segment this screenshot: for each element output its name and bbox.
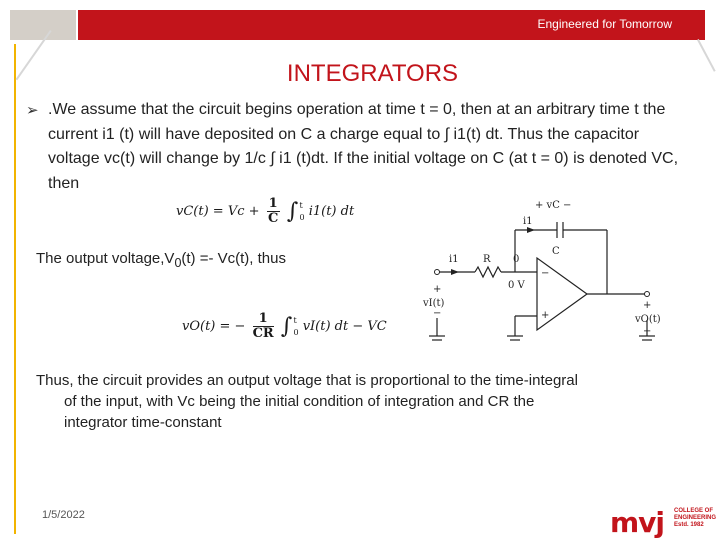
eq2-fraction bbox=[253, 312, 274, 341]
output-suffix: (t) =- Vc(t), thus bbox=[181, 250, 286, 267]
eq1-limits bbox=[299, 200, 304, 224]
label-vc: + vC − bbox=[535, 200, 572, 211]
eq2-frac-num: 1 bbox=[253, 312, 274, 327]
slide-date: 1/5/2022 bbox=[42, 509, 85, 521]
label-c: C bbox=[552, 246, 560, 257]
eq1-integrand: i1(t) dt bbox=[308, 204, 355, 219]
eq1-frac-den: C bbox=[268, 211, 279, 226]
integrator-circuit-diagram bbox=[415, 192, 675, 352]
logo-line3: Estd. 1982 bbox=[674, 522, 704, 528]
bullet-arrow-icon: ➢ bbox=[26, 102, 39, 119]
eq2-lhs: vO(t) = − bbox=[182, 319, 246, 334]
logo-line2: ENGINEERING bbox=[674, 515, 717, 521]
label-zero-v: 0 V bbox=[508, 280, 525, 291]
eq1-upper: t bbox=[299, 200, 303, 210]
bullet-paragraph: .We assume that the circuit begins operation at time t = 0, then at an arbitrary time t the current i1 (t) will have deposited on C a charge equal to ∫ i1(t) dt. Thus the capacitor voltage vc(t) will change by 1/c ∫ i1 (t)dt. If the initial voltage on C (at t = 0) is denoted VC, then bbox=[48, 101, 679, 192]
eq1-frac-num: 1 bbox=[268, 196, 278, 211]
college-logo bbox=[610, 506, 717, 539]
label-i1-top: i1 bbox=[523, 216, 533, 227]
label-r: R bbox=[483, 254, 491, 265]
slide-title: INTEGRATORS bbox=[286, 60, 459, 87]
logo-line1: COLLEGE OF bbox=[674, 508, 713, 514]
label-vo: vO(t) bbox=[635, 314, 661, 325]
conclusion-paragraph bbox=[36, 370, 666, 433]
eq2-upper: t bbox=[293, 315, 297, 325]
conclusion-line2: of the input, with Vc being the initial condition of integration and CR the bbox=[64, 393, 535, 410]
label-plus-out: + bbox=[643, 300, 652, 311]
output-prefix: The output voltage,V bbox=[36, 250, 175, 267]
header-accent bbox=[10, 10, 76, 40]
logo-text bbox=[674, 508, 716, 529]
eq1-lhs: vC(t) = Vc + bbox=[176, 204, 260, 219]
equation-capacitor-voltage bbox=[176, 197, 354, 226]
output-terminal bbox=[645, 292, 650, 297]
conclusion-line3: integrator time-constant bbox=[64, 414, 222, 431]
label-opamp-minus: − bbox=[541, 268, 550, 279]
eq2-integral-sign: ∫ bbox=[280, 314, 293, 339]
eq1-integral-sign: ∫ bbox=[286, 199, 299, 224]
input-terminal bbox=[435, 270, 440, 275]
eq2-integrand: vI(t) dt − VC bbox=[302, 319, 387, 334]
eq1-lower: 0 bbox=[299, 212, 305, 222]
left-accent-line bbox=[14, 44, 16, 534]
label-minus-in: − bbox=[433, 308, 442, 319]
label-zero: 0 bbox=[513, 254, 520, 265]
eq1-fraction bbox=[267, 197, 280, 226]
header-tagline: Engineered for Tomorrow bbox=[537, 17, 672, 31]
label-plus-in: + bbox=[433, 284, 442, 295]
feedback-current-arrow-icon bbox=[527, 227, 535, 233]
equation-output-voltage bbox=[182, 312, 387, 341]
label-vi: vI(t) bbox=[423, 298, 445, 309]
label-opamp-plus: + bbox=[541, 310, 550, 321]
output-sub: 0 bbox=[174, 256, 182, 270]
logo-letters: mvj bbox=[610, 506, 665, 539]
output-voltage-line bbox=[36, 250, 286, 270]
current-arrow-icon bbox=[451, 269, 459, 275]
conclusion-line1: Thus, the circuit provides an output voltage that is proportional to the time-integral bbox=[36, 372, 578, 389]
eq2-lower: 0 bbox=[293, 327, 299, 337]
label-minus-out: − bbox=[643, 326, 652, 337]
eq2-limits bbox=[293, 315, 298, 339]
label-i1-in: i1 bbox=[449, 254, 459, 265]
eq2-frac-den: CR bbox=[252, 326, 274, 341]
